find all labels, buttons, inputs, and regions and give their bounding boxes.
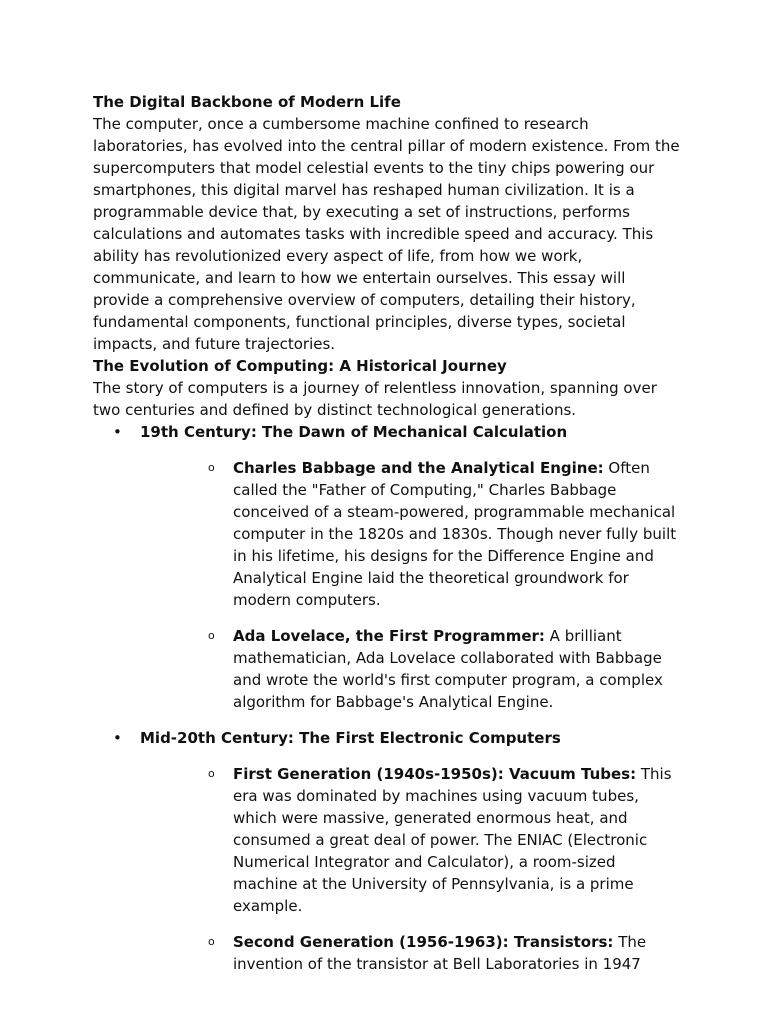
list-item <box>140 457 683 611</box>
item-text: Often called the "Father of Computing," Charles Babbage conceived of a steam-powered, programmable mechanical computer in the 1820s and 1830s. Though never fully built in his lifetime, his designs for the Difference Engine and Analytical Engine laid the theoretical groundwork for modern computers. <box>233 459 677 609</box>
intro-paragraph: The computer, once a cumbersome machine confined to research laboratories, has evolved into the central pillar of modern existence. From the supercomputers that model celestial events to the tiny chips powering our smartphones, this digital marvel has reshaped human civilization. It is a programmable device that, by executing a set of instructions, performs calculations and automates tasks with incredible speed and accuracy. This ability has revolutionized every aspect of life, from how we work, communicate, and learn to how we entertain ourselves. This essay will provide a comprehensive overview of computers, detailing their history, fundamental components, functional principles, diverse types, societal impacts, and future trajectories. <box>93 115 680 353</box>
era-item-19th-century <box>93 421 683 713</box>
document-page <box>93 91 683 989</box>
document-title: The Digital Backbone of Modern Life <box>93 93 401 111</box>
item-text: The invention of the transistor at Bell Laboratories in 1947 <box>233 933 647 973</box>
era-item-mid-20th-century <box>93 727 683 975</box>
list-item <box>140 763 683 917</box>
bullet-icon: • <box>113 423 122 441</box>
item-text: This era was dominated by machines using vacuum tubes, which were massive, generated enormous heat, and consumed a great deal of power. The ENIAC (Electronic Numerical Integrator and Calculator), a room-sized machine at the University of Pennsylvania, is a prime example. <box>233 765 672 915</box>
sub-bullet-icon: o <box>208 767 215 780</box>
era-title: 19th Century: The Dawn of Mechanical Calculation <box>140 423 568 441</box>
item-lead: Ada Lovelace, the First Programmer: <box>233 627 545 645</box>
list-item <box>140 931 683 975</box>
sub-bullet-icon: o <box>208 461 215 474</box>
section-intro: The story of computers is a journey of relentless innovation, spanning over two centuries and defined by distinct technological generations. <box>93 379 657 419</box>
section-heading: The Evolution of Computing: A Historical Journey <box>93 357 507 375</box>
era-sub-list <box>140 763 683 975</box>
item-lead: Charles Babbage and the Analytical Engine: <box>233 459 604 477</box>
era-list <box>93 421 683 975</box>
era-sub-list <box>140 457 683 713</box>
sub-bullet-icon: o <box>208 935 215 948</box>
era-title: Mid-20th Century: The First Electronic Computers <box>140 729 561 747</box>
bullet-icon: • <box>113 729 122 747</box>
list-item <box>140 625 683 713</box>
item-text: A brilliant mathematician, Ada Lovelace collaborated with Babbage and wrote the world's first computer program, a complex algorithm for Babbage's Analytical Engine. <box>233 627 663 711</box>
item-lead: Second Generation (1956-1963): Transistors: <box>233 933 614 951</box>
item-lead: First Generation (1940s-1950s): Vacuum Tubes: <box>233 765 637 783</box>
sub-bullet-icon: o <box>208 629 215 642</box>
